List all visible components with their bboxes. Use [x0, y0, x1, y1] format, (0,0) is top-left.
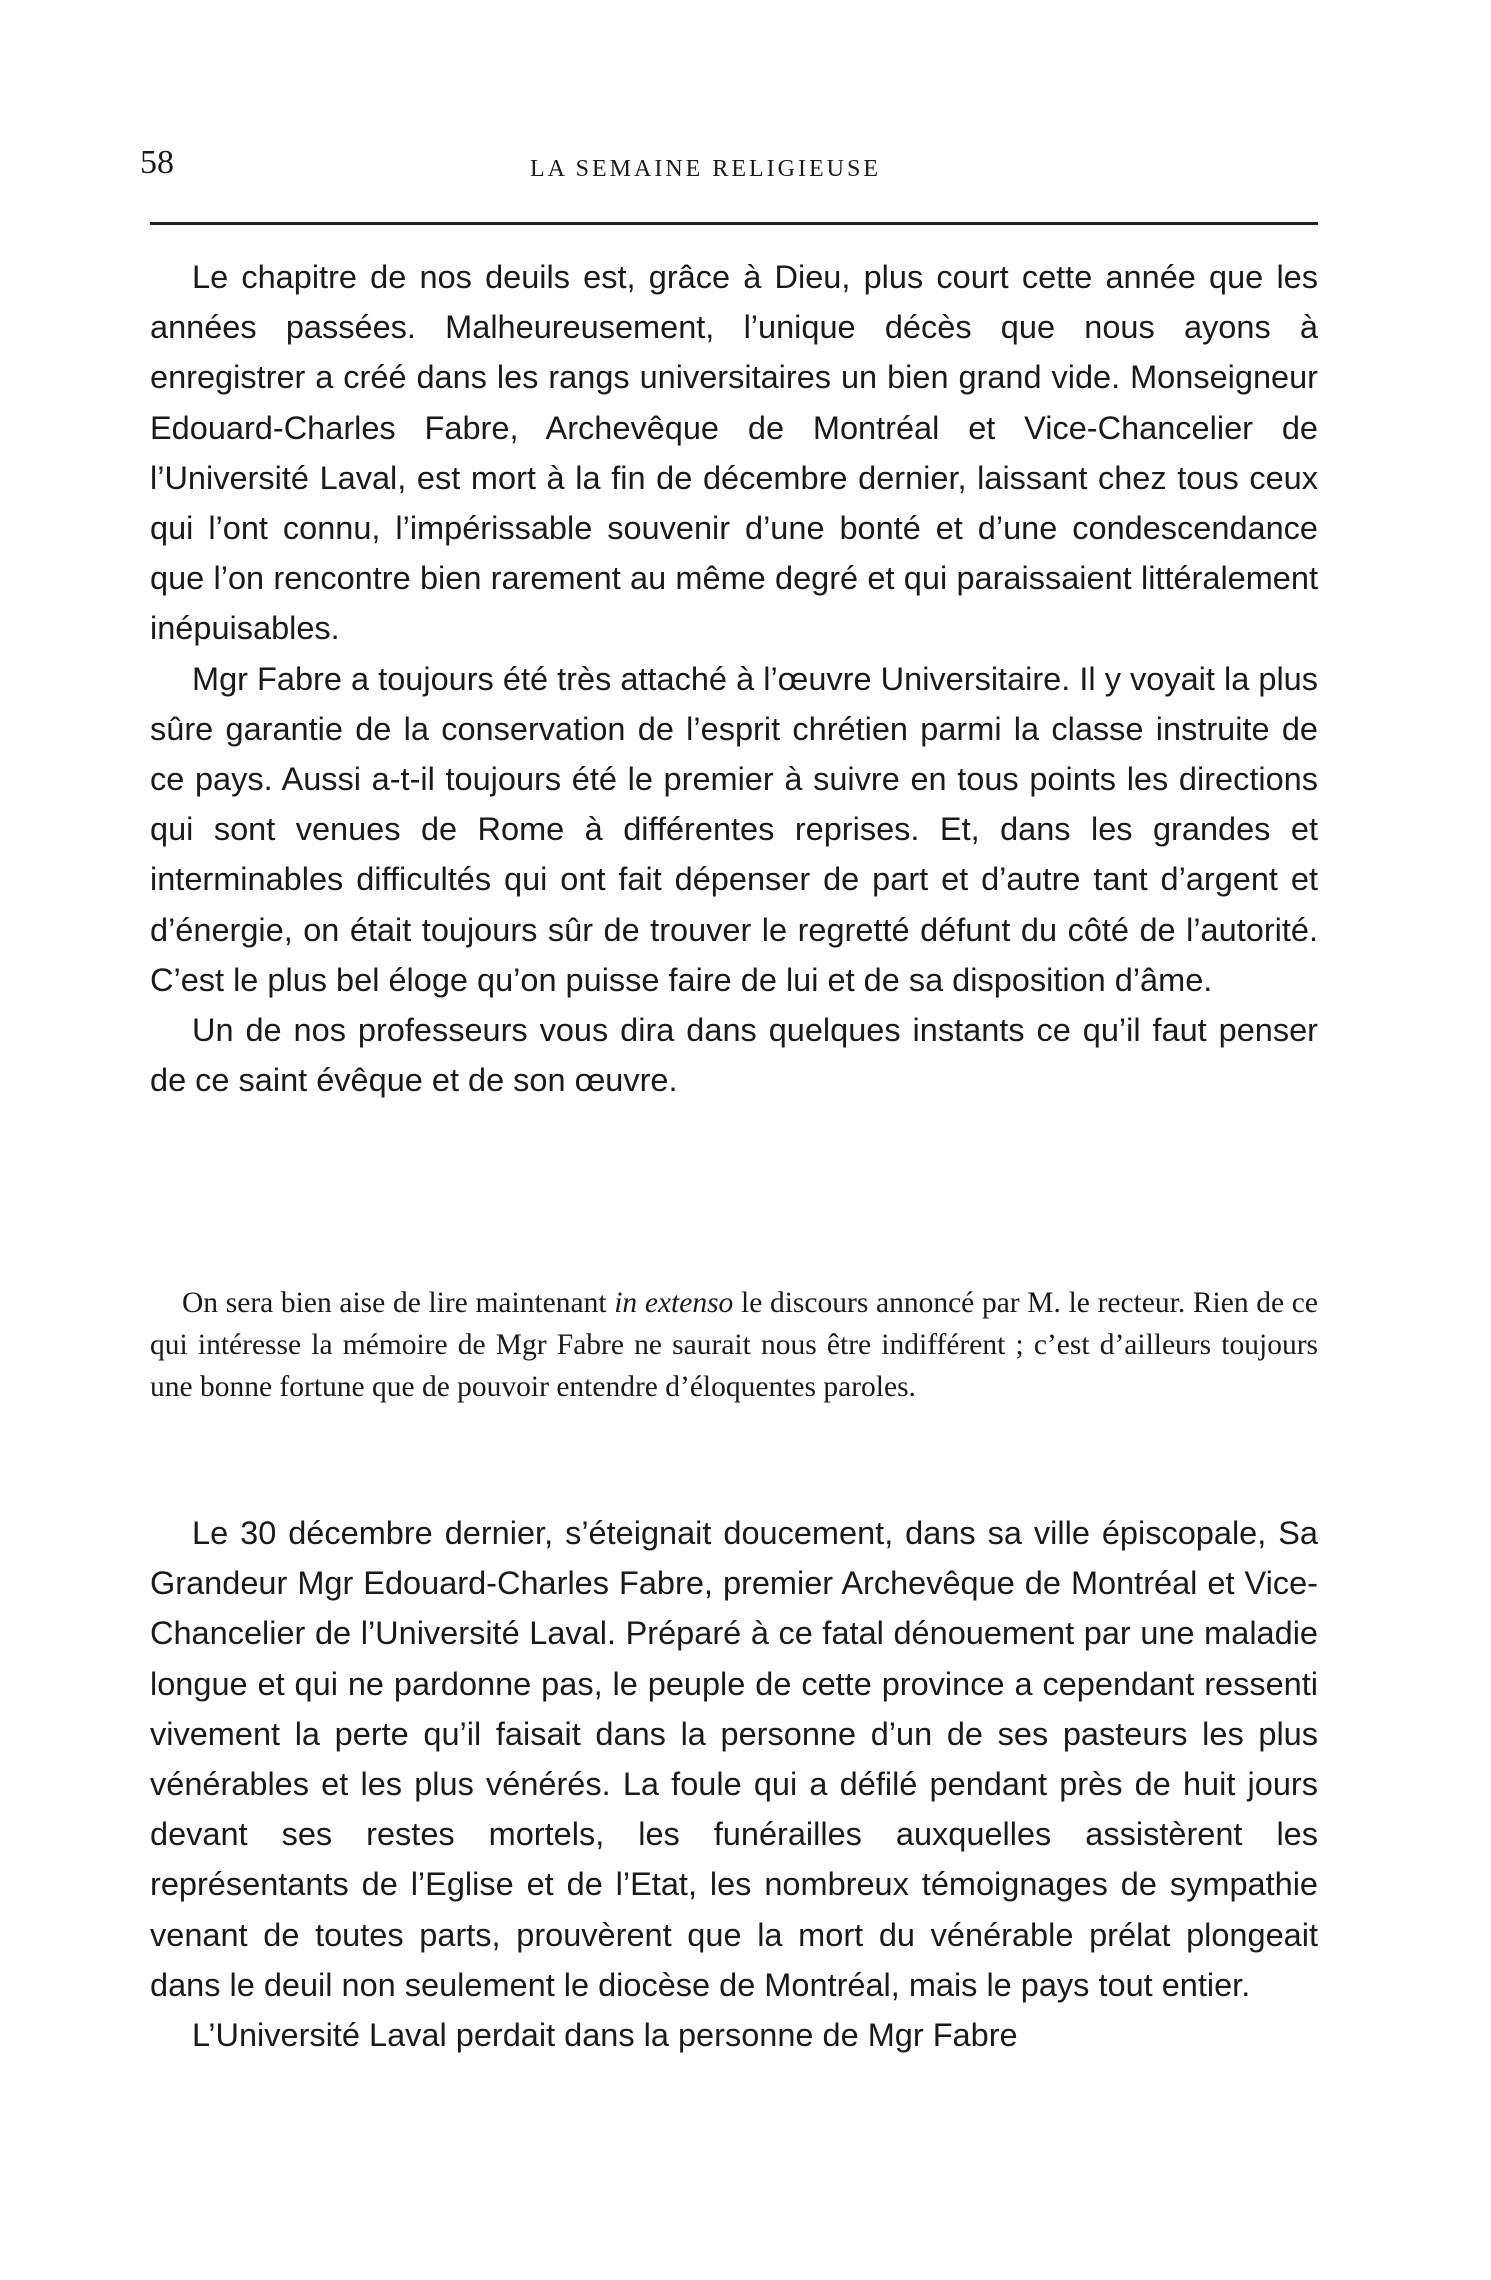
note-text-end: le discours annoncé par M. le recteur. Rien de ce qui intéresse la mémoire de Mgr Fabre ne saurait nous être indifférent ; c’est d’ailleurs toujours une bonne fortune que de pouvoir entendre d’éloquentes paroles. — [150, 1287, 1318, 1403]
discourse-text — [150, 1508, 1318, 2060]
paragraph: Mgr Fabre a toujours été très attaché à l’œuvre Universitaire. Il y voyait la plus sûre garantie de la conservation de l’esprit chrétien parmi la classe instruite de ce pays. Aussi a-t-il toujours été le premier à suivre en tous points les directions qui sont venues de Rome à différentes reprises. Et, dans les grandes et interminables difficultés qui ont fait dépenser de part et d’autre tant d’argent et d’énergie, on était toujours sûr de trouver le regretté défunt du côté de l’autorité. C’est le plus bel éloge qu’on puisse faire de lui et de sa disposition d’âme. — [150, 660, 1318, 998]
note-italic-phrase: in extenso — [614, 1287, 734, 1319]
page-header — [140, 132, 1320, 192]
paragraph: Le chapitre de nos deuils est, grâce à Dieu, plus court cette année que les années passées. Malheureusement, l’unique décès que nous ayons à enregistrer a créé dans les rangs universitaires un bien grand vide. Monseigneur Edouard-Charles Fabre, Archevêque de Montréal et Vice-Chancelier de l’Université Laval, est mort à la fin de décembre dernier, laissant chez tous ceux qui l’ont connu, l’impérissable souvenir d’une bonté et d’une condescendance que l’on rencontre bien rarement au même degré et qui paraissaient littéralement inépuisables. — [150, 259, 1318, 647]
paragraph: L’Université Laval perdait dans la personne de Mgr Fabre — [192, 2017, 1018, 2054]
note-text-start: On sera bien aise de lire maintenant — [182, 1287, 615, 1319]
body-text — [150, 252, 1318, 1105]
paragraph: Un de nos professeurs vous dira dans quelques instants ce qu’il faut penser de ce saint évêque et de son œuvre. — [150, 1012, 1318, 1099]
editorial-note — [150, 1282, 1318, 1408]
note-paragraph — [150, 1282, 1318, 1408]
header-rule — [150, 222, 1318, 225]
paragraph: Le 30 décembre dernier, s’éteignait doucement, dans sa ville épiscopale, Sa Grandeur Mgr Edouard-Charles Fabre, premier Archevêque de Montréal et Vice-Chancelier de l’Université Laval. Préparé à ce fatal dénouement par une maladie longue et qui ne pardonne pas, le peuple de cette province a cependant ressenti vivement la perte qu’il faisait dans la personne d’un de ses pasteurs les plus vénérables et les plus vénérés. La foule qui a défilé pendant près de huit jours devant ses restes mortels, les funérailles auxquelles assistèrent les représentants de l’Eglise et de l’Etat, les nombreux témoignages de sympathie venant de toutes parts, prouvèrent que la mort du vénérable prélat plongeait dans le deuil non seulement le diocèse de Montréal, mais le pays tout entier. — [150, 1515, 1318, 2003]
page-number: 58 — [140, 144, 174, 181]
running-title: LA SEMAINE RELIGIEUSE — [530, 156, 881, 182]
